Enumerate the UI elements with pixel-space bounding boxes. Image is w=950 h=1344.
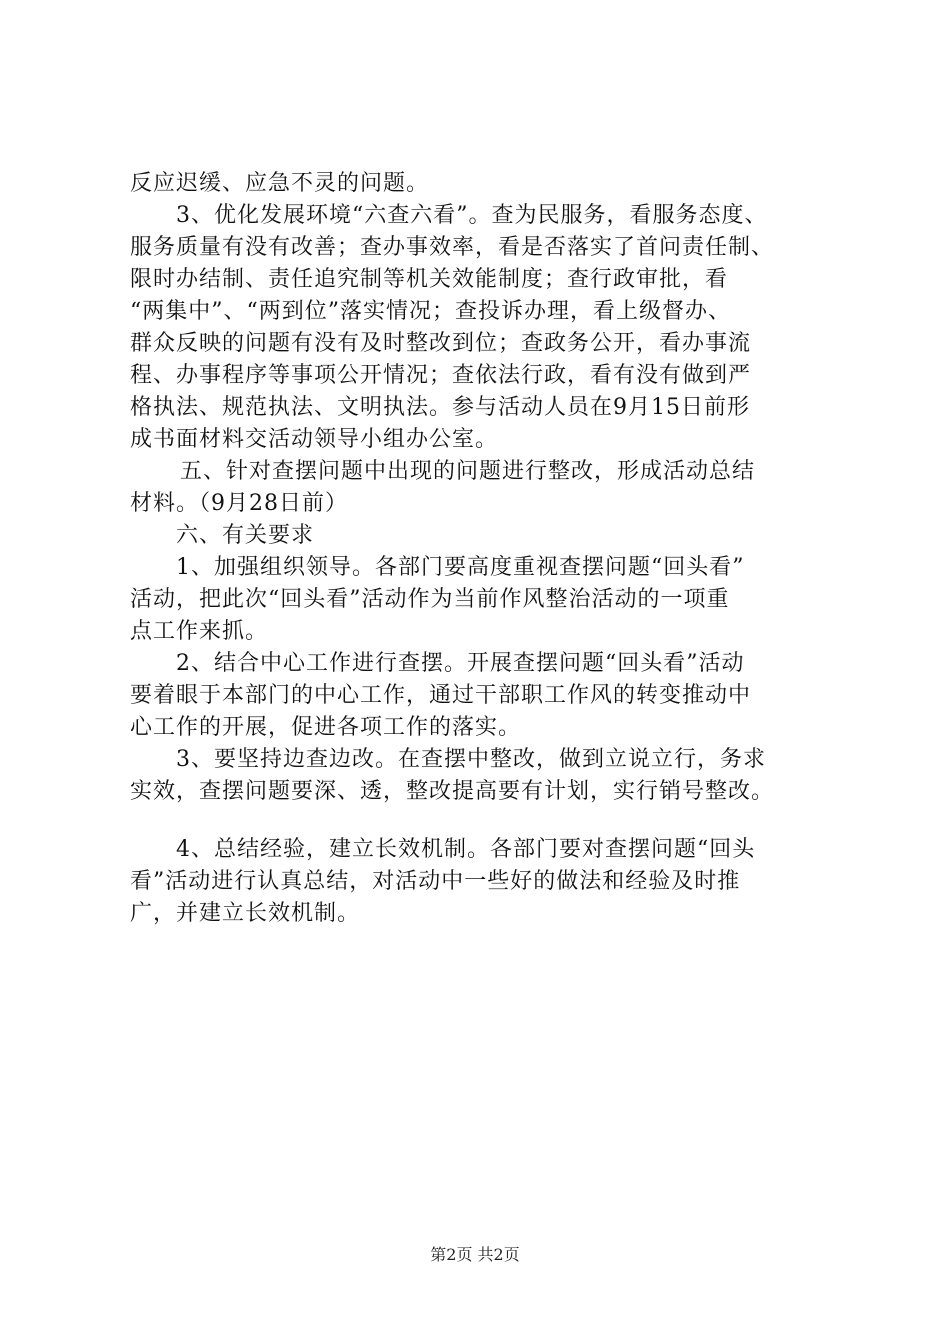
text-line: 看”活动进行认真总结，对活动中一些好的做法和经验及时推 bbox=[130, 869, 741, 894]
text-line: 程、办事程序等事项公开情况；查依法行政，看有没有做到严 bbox=[130, 363, 752, 388]
text-line: 六、有关要求 bbox=[176, 523, 315, 548]
text-line: 心工作的开展，促进各项工作的落实。 bbox=[130, 715, 522, 740]
text-line: 限时办结制、责任追究制等机关效能制度；查行政审批，看 bbox=[130, 267, 729, 292]
text-line: 4、总结经验，建立长效机制。各部门要对查摆问题“回头 bbox=[176, 837, 756, 862]
text-line: 格执法、规范执法、文明执法。参与活动人员在9月15日前形 bbox=[130, 395, 750, 420]
text-line: 实效，查摆问题要深、透，整改提高要有计划，实行销号整改。 bbox=[130, 779, 775, 804]
text-line: 2、结合中心工作进行查摆。开展查摆问题“回头看”活动 bbox=[176, 651, 745, 676]
text-line: 活动，把此次“回头看”活动作为当前作风整治活动的一项重 bbox=[130, 587, 730, 612]
text-line: 广，并建立长效机制。 bbox=[130, 901, 361, 926]
text-line: 材料。（9月28日前） bbox=[130, 491, 348, 516]
text-line: 要着眼于本部门的中心工作，通过干部职工作风的转变推动中 bbox=[130, 683, 752, 708]
text-line: 五、针对查摆问题中出现的问题进行整改，形成活动总结 bbox=[180, 459, 756, 484]
text-line: 1、加强组织领导。各部门要高度重视查摆问题“回头看” bbox=[176, 555, 745, 580]
text-line: 点工作来抓。 bbox=[130, 619, 269, 644]
text-line: 3、要坚持边查边改。在查摆中整改，做到立说立行，务求 bbox=[176, 747, 766, 772]
text-line: 3、优化发展环境“六查六看”。查为民服务，看服务态度、 bbox=[176, 203, 768, 228]
text-line: 反应迟缓、应急不灵的问题。 bbox=[130, 171, 430, 196]
text-line: 群众反映的问题有没有及时整改到位；查政务公开，看办事流 bbox=[130, 331, 752, 356]
paragraph-gap bbox=[130, 808, 830, 834]
document-body bbox=[130, 168, 830, 930]
text-line: 服务质量有没有改善；查办事效率，看是否落实了首问责任制、 bbox=[130, 235, 775, 260]
text-line: “两集中”、“两到位”落实情况；查投诉办理，看上级督办、 bbox=[130, 299, 731, 324]
text-line: 成书面材料交活动领导小组办公室。 bbox=[130, 427, 499, 452]
page-number-footer: 第2页 共2页 bbox=[430, 1245, 520, 1264]
